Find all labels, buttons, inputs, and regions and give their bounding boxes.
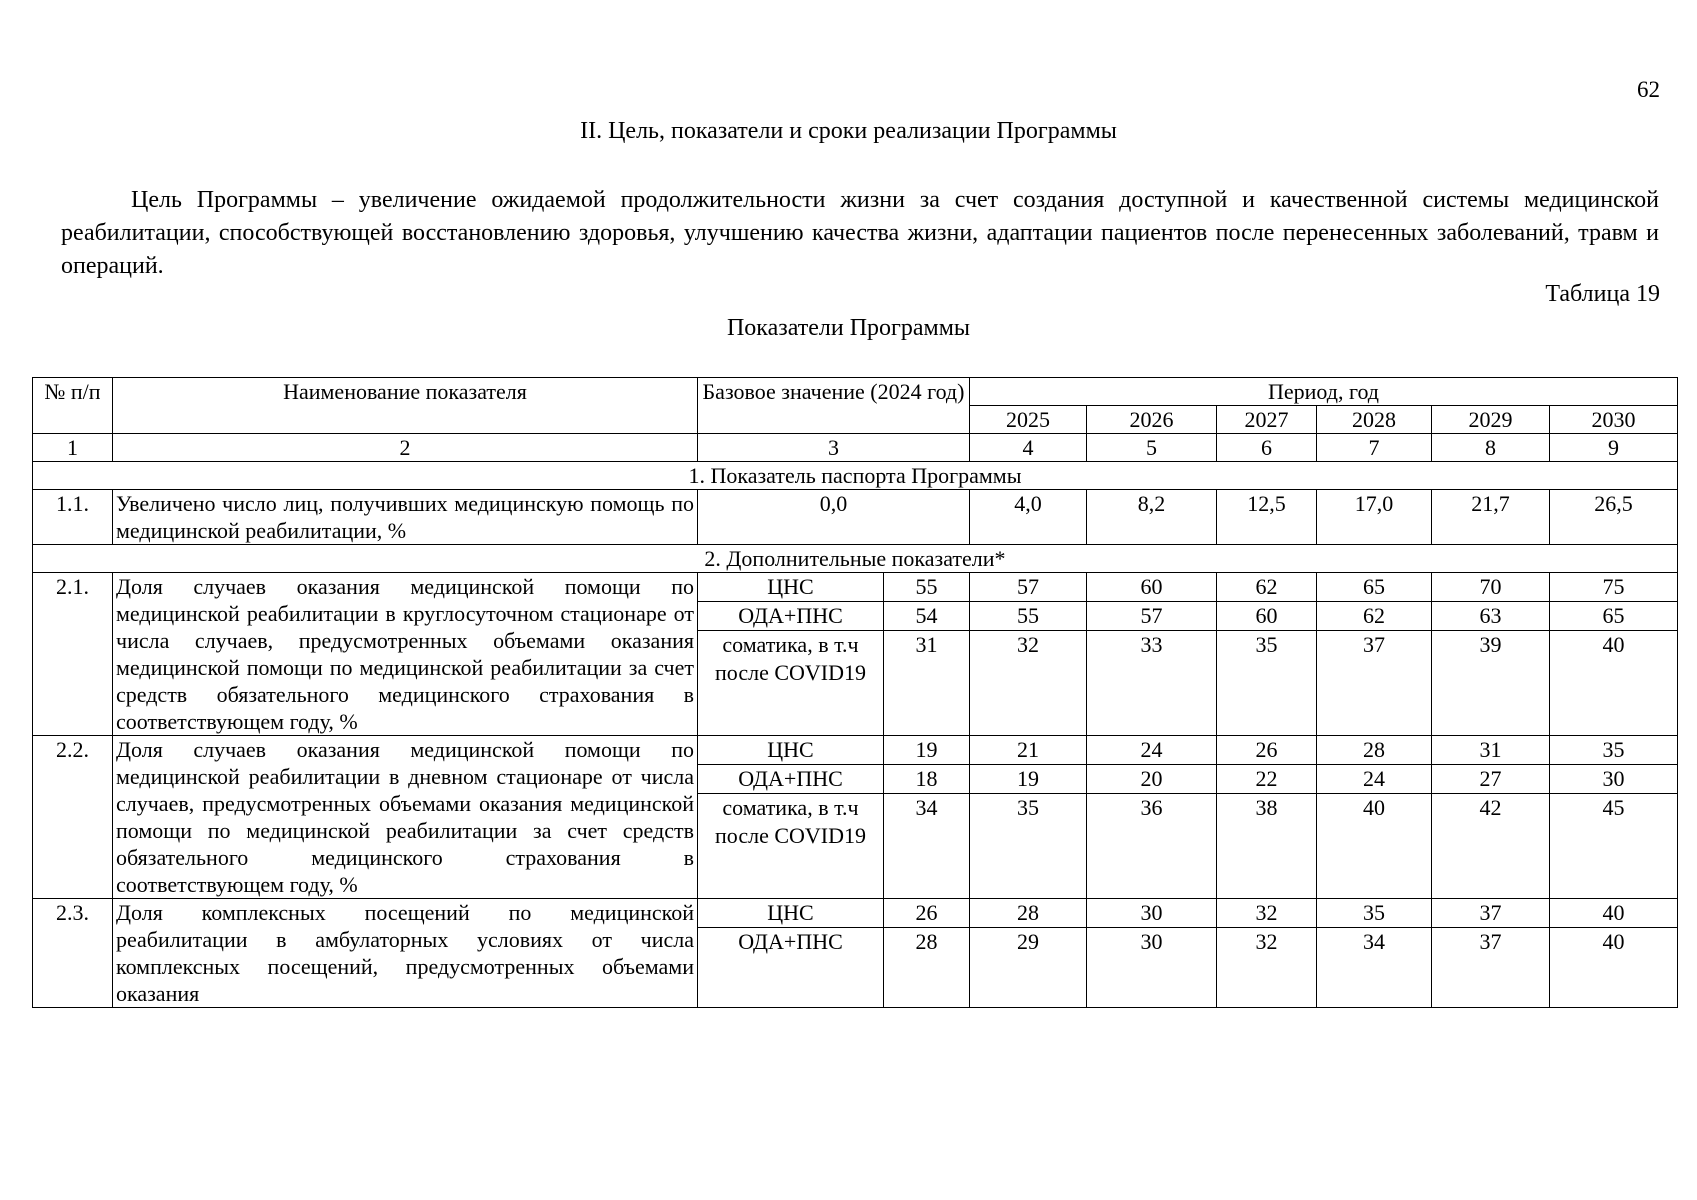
column-number: 4 bbox=[970, 434, 1087, 462]
period-value: 35 bbox=[1217, 631, 1317, 736]
period-value: 33 bbox=[1087, 631, 1217, 736]
row-num: 2.2. bbox=[33, 736, 113, 899]
period-value: 26 bbox=[1217, 736, 1317, 765]
period-value: 60 bbox=[1087, 573, 1217, 602]
period-value: 57 bbox=[970, 573, 1087, 602]
column-number: 7 bbox=[1317, 434, 1432, 462]
period-value: 40 bbox=[1317, 794, 1432, 899]
category: ОДА+ПНС bbox=[698, 928, 884, 1008]
period-value: 40 bbox=[1550, 899, 1678, 928]
period-value: 30 bbox=[1087, 899, 1217, 928]
period-value: 75 bbox=[1550, 573, 1678, 602]
base-value: 19 bbox=[884, 736, 970, 765]
category: ЦНС bbox=[698, 573, 884, 602]
header-name: Наименование показателя bbox=[113, 378, 698, 434]
column-number: 9 bbox=[1550, 434, 1678, 462]
period-value: 63 bbox=[1432, 602, 1550, 631]
period-value: 35 bbox=[970, 794, 1087, 899]
category: ЦНС bbox=[698, 899, 884, 928]
period-value: 39 bbox=[1432, 631, 1550, 736]
table-row bbox=[33, 573, 1678, 602]
indicators-table bbox=[32, 377, 1678, 1008]
base-value: 26 bbox=[884, 899, 970, 928]
period-value: 36 bbox=[1087, 794, 1217, 899]
header-num: № п/п bbox=[33, 378, 113, 434]
page-number: 62 bbox=[1637, 77, 1660, 102]
table-title: Показатели Программы bbox=[726, 315, 971, 341]
period-value: 32 bbox=[1217, 899, 1317, 928]
period-value: 62 bbox=[1217, 573, 1317, 602]
column-number: 5 bbox=[1087, 434, 1217, 462]
base-value: 34 bbox=[884, 794, 970, 899]
goal-paragraph: Цель Программы – увеличение ожидаемой продолжительности жизни за счет создания доступной и качественной системы медицинской реабилитации, способствующей восстановлению здоровья, улучшению качества жизни, адаптации пациентов после перенесенных заболеваний, травм и операций. bbox=[61, 187, 1659, 279]
row-num: 2.3. bbox=[33, 899, 113, 1008]
period-value: 12,5 bbox=[1217, 490, 1317, 545]
period-value: 20 bbox=[1087, 765, 1217, 794]
period-value: 37 bbox=[1432, 899, 1550, 928]
period-value: 37 bbox=[1432, 928, 1550, 1008]
base-value: 18 bbox=[884, 765, 970, 794]
column-number: 6 bbox=[1217, 434, 1317, 462]
period-value: 60 bbox=[1217, 602, 1317, 631]
period-value: 70 bbox=[1432, 573, 1550, 602]
period-value: 27 bbox=[1432, 765, 1550, 794]
category: соматика, в т.ч после COVID19 bbox=[698, 794, 884, 899]
period-value: 17,0 bbox=[1317, 490, 1432, 545]
period-value: 57 bbox=[1087, 602, 1217, 631]
header-year: 2028 bbox=[1317, 406, 1432, 434]
period-value: 4,0 bbox=[970, 490, 1087, 545]
section-title: II. Цель, показатели и сроки реализации Программы bbox=[580, 118, 1117, 144]
period-value: 40 bbox=[1550, 928, 1678, 1008]
column-number: 8 bbox=[1432, 434, 1550, 462]
indicator-name: Доля случаев оказания медицинской помощи по медицинской реабилитации в дневном стационаре от числа случаев, предусмотренных объемами оказания медицинской помощи по медицинской реабилитации за счет средств обязательного медицинского страхования в соответствующем году, % bbox=[113, 736, 698, 899]
period-value: 62 bbox=[1317, 602, 1432, 631]
section-title-2: 2. Дополнительные показатели* bbox=[33, 545, 1678, 573]
column-number: 2 bbox=[113, 434, 698, 462]
row-num: 2.1. bbox=[33, 573, 113, 736]
base-value: 28 bbox=[884, 928, 970, 1008]
period-value: 32 bbox=[970, 631, 1087, 736]
period-value: 35 bbox=[1317, 899, 1432, 928]
row-num: 1.1. bbox=[33, 490, 113, 545]
period-value: 65 bbox=[1550, 602, 1678, 631]
base-value: 55 bbox=[884, 573, 970, 602]
period-value: 38 bbox=[1217, 794, 1317, 899]
period-value: 21 bbox=[970, 736, 1087, 765]
table-row bbox=[33, 490, 1678, 545]
indicator-name: Доля случаев оказания медицинской помощи по медицинской реабилитации в круглосуточном стационаре от числа случаев, предусмотренных объемами оказания медицинской помощи по медицинской реабилитации за счет средств обязательного медицинского страхования в соответствующем году, % bbox=[113, 573, 698, 736]
period-value: 45 bbox=[1550, 794, 1678, 899]
period-value: 42 bbox=[1432, 794, 1550, 899]
column-numbers-row bbox=[33, 434, 1678, 462]
base-value: 54 bbox=[884, 602, 970, 631]
category: ЦНС bbox=[698, 736, 884, 765]
section-row bbox=[33, 462, 1678, 490]
period-value: 30 bbox=[1550, 765, 1678, 794]
period-value: 65 bbox=[1317, 573, 1432, 602]
category: соматика, в т.ч после COVID19 bbox=[698, 631, 884, 736]
period-value: 24 bbox=[1087, 736, 1217, 765]
period-value: 28 bbox=[1317, 736, 1432, 765]
category: ОДА+ПНС bbox=[698, 765, 884, 794]
header-period: Период, год bbox=[970, 378, 1678, 406]
header-year: 2026 bbox=[1087, 406, 1217, 434]
section-row bbox=[33, 545, 1678, 573]
period-value: 55 bbox=[970, 602, 1087, 631]
base-value: 31 bbox=[884, 631, 970, 736]
base-value: 0,0 bbox=[698, 490, 970, 545]
period-value: 29 bbox=[970, 928, 1087, 1008]
period-value: 8,2 bbox=[1087, 490, 1217, 545]
period-value: 26,5 bbox=[1550, 490, 1678, 545]
period-value: 32 bbox=[1217, 928, 1317, 1008]
period-value: 35 bbox=[1550, 736, 1678, 765]
category: ОДА+ПНС bbox=[698, 602, 884, 631]
period-value: 22 bbox=[1217, 765, 1317, 794]
period-value: 19 bbox=[970, 765, 1087, 794]
indicator-name: Доля комплексных посещений по медицинской реабилитации в амбулаторных условиях от числа комплексных посещений, предусмотренных объемами оказания bbox=[113, 899, 698, 1008]
column-number: 3 bbox=[698, 434, 970, 462]
period-value: 34 bbox=[1317, 928, 1432, 1008]
table-row bbox=[33, 899, 1678, 928]
table-label: Таблица 19 bbox=[1545, 281, 1660, 307]
period-value: 31 bbox=[1432, 736, 1550, 765]
section-title-1: 1. Показатель паспорта Программы bbox=[33, 462, 1678, 490]
header-year: 2029 bbox=[1432, 406, 1550, 434]
period-value: 24 bbox=[1317, 765, 1432, 794]
period-value: 40 bbox=[1550, 631, 1678, 736]
period-value: 37 bbox=[1317, 631, 1432, 736]
column-number: 1 bbox=[33, 434, 113, 462]
header-year: 2027 bbox=[1217, 406, 1317, 434]
header-row-1 bbox=[33, 378, 1678, 406]
header-year: 2030 bbox=[1550, 406, 1678, 434]
period-value: 28 bbox=[970, 899, 1087, 928]
table-row bbox=[33, 736, 1678, 765]
period-value: 30 bbox=[1087, 928, 1217, 1008]
header-year: 2025 bbox=[970, 406, 1087, 434]
period-value: 21,7 bbox=[1432, 490, 1550, 545]
header-base: Базовое значение (2024 год) bbox=[698, 378, 970, 434]
indicator-name: Увеличено число лиц, получивших медицинскую помощь по медицинской реабилитации, % bbox=[113, 490, 698, 545]
